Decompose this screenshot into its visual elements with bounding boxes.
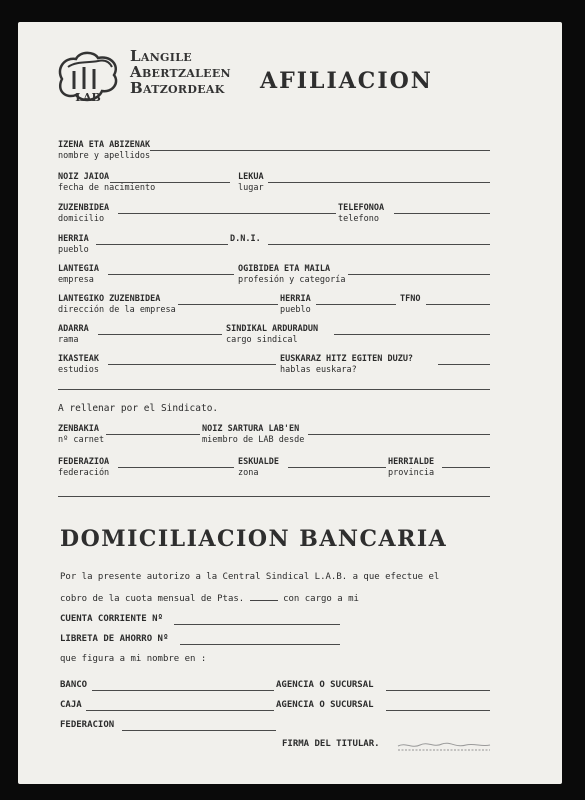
cuota-amount-field[interactable] <box>250 600 278 601</box>
euskaraz-label-eu: EUSKARAZ HITZ EGITEN DUZU? <box>280 354 414 364</box>
noiz-jaioa-label-es: fecha de nacimiento <box>58 183 156 193</box>
herria2-label-es: pueblo <box>280 305 311 315</box>
agencia1-label: AGENCIA O SUCURSAL <box>276 680 374 690</box>
firma-label: FIRMA DEL TITULAR. <box>282 739 380 749</box>
org-line-2: ABERTZALEEN <box>130 63 231 81</box>
signature-scribble <box>396 738 492 752</box>
org-name <box>130 49 231 97</box>
eskualde-label-eu: ESKUALDE <box>238 457 279 467</box>
lekua-label-eu: LEKUA <box>238 172 264 182</box>
lantegia-label-es: empresa <box>58 275 94 285</box>
sindikal-label-eu: SINDIKAL ARDURADUN <box>226 324 319 334</box>
figura-text: que figura a mi nombre en : <box>60 654 207 664</box>
sindikal-field[interactable] <box>334 334 490 335</box>
federazioa-label-es: federación <box>58 468 110 478</box>
herrialde-field[interactable] <box>442 467 490 468</box>
noiz-sartura-label-eu: NOIZ SARTURA LAB'EN <box>202 424 300 434</box>
telefonoa-label-es: telefono <box>338 214 379 224</box>
bank-paragraph-line2 <box>60 594 359 604</box>
ogibidea-field[interactable] <box>348 274 490 275</box>
herria-field[interactable] <box>96 244 228 245</box>
zuzenbidea-label-eu: ZUZENBIDEA <box>58 203 110 213</box>
agencia2-field[interactable] <box>386 710 490 711</box>
herria-label-es: pueblo <box>58 245 89 255</box>
herria-label-eu: HERRIA <box>58 234 89 244</box>
federazioa-field[interactable] <box>118 467 234 468</box>
ogibidea-label-es: profesión y categoría <box>238 275 346 285</box>
zenbakia-label-eu: ZENBAKIA <box>58 424 99 434</box>
caja-field[interactable] <box>86 710 274 711</box>
herria2-field[interactable] <box>316 304 396 305</box>
lantegiko-label-eu: LANTEGIKO ZUZENBIDEA <box>58 294 161 304</box>
herria2-label-eu: HERRIA <box>280 294 311 304</box>
logo-text: LAB <box>75 91 101 104</box>
federacion-label: FEDERACION <box>60 720 115 730</box>
cuenta-label: CUENTA CORRIENTE Nº <box>60 614 163 624</box>
lekua-field[interactable] <box>268 182 490 183</box>
federacion-field[interactable] <box>122 730 276 731</box>
ikasteak-label-eu: IKASTEAK <box>58 354 99 364</box>
bank-paragraph-line1: Por la presente autorizo a la Central Sindical L.A.B. a que efectue el <box>60 572 440 582</box>
dni-field[interactable] <box>268 244 490 245</box>
org-line-3: BATZORDEAK <box>130 79 225 97</box>
form-sheet <box>18 22 562 784</box>
eskualde-field[interactable] <box>288 467 386 468</box>
tfno-field[interactable] <box>426 304 490 305</box>
section-divider <box>58 389 490 390</box>
form-title: AFILIACION <box>260 68 433 94</box>
lantegia-field[interactable] <box>108 274 234 275</box>
sindikal-label-es: cargo sindical <box>226 335 298 345</box>
ikasteak-label-es: estudios <box>58 365 99 375</box>
lantegia-label-eu: LANTEGIA <box>58 264 99 274</box>
adarra-field[interactable] <box>98 334 222 335</box>
herrialde-label-eu: HERRIALDE <box>388 457 435 467</box>
lab-logo <box>54 49 122 109</box>
noiz-sartura-label-es: miembro de LAB desde <box>202 435 305 445</box>
euskaraz-field[interactable] <box>438 364 490 365</box>
noiz-jaioa-label-eu: NOIZ JAIOA <box>58 172 110 182</box>
caja-label: CAJA <box>60 700 82 710</box>
agencia1-field[interactable] <box>386 690 490 691</box>
bank-paragraph-line2b: con cargo a mi <box>283 594 359 604</box>
noiz-sartura-field[interactable] <box>308 434 490 435</box>
zenbakia-label-es: nº carnet <box>58 435 105 445</box>
izena-label-eu: IZENA ETA ABIZENAK <box>58 140 151 150</box>
izena-label-es: nombre y apellidos <box>58 151 151 161</box>
agencia2-label: AGENCIA O SUCURSAL <box>276 700 374 710</box>
sindicato-heading: A rellenar por el Sindicato. <box>58 403 219 414</box>
adarra-label-eu: ADARRA <box>58 324 89 334</box>
libreta-field[interactable] <box>180 644 340 645</box>
banco-label: BANCO <box>60 680 88 690</box>
banco-field[interactable] <box>92 690 274 691</box>
lantegiko-label-es: dirección de la empresa <box>58 305 176 315</box>
org-line-1: LANGILE <box>130 47 192 65</box>
zuzenbidea-label-es: domicilio <box>58 214 105 224</box>
lekua-label-es: lugar <box>238 183 264 193</box>
zenbakia-field[interactable] <box>106 434 200 435</box>
telefonoa-label-eu: TELEFONOA <box>338 203 385 213</box>
bank-title: DOMICILIACION BANCARIA <box>60 526 448 552</box>
euskaraz-label-es: hablas euskara? <box>280 365 357 375</box>
tfno-label: TFNO <box>400 294 421 304</box>
herrialde-label-es: provincia <box>388 468 435 478</box>
ikasteak-field[interactable] <box>108 364 276 365</box>
federazioa-label-eu: FEDERAZIOA <box>58 457 110 467</box>
ogibidea-label-eu: OGIBIDEA ETA MAILA <box>238 264 331 274</box>
zuzenbidea-field[interactable] <box>118 213 336 214</box>
adarra-label-es: rama <box>58 335 79 345</box>
lantegiko-field[interactable] <box>178 304 278 305</box>
section-divider-2 <box>58 496 490 497</box>
dni-label: D.N.I. <box>230 234 261 244</box>
telefonoa-field[interactable] <box>394 213 490 214</box>
eskualde-label-es: zona <box>238 468 259 478</box>
libreta-label: LIBRETA DE AHORRO Nº <box>60 634 169 644</box>
bank-paragraph-line2a: cobro de la cuota mensual de Ptas. <box>60 594 245 604</box>
izena-field[interactable] <box>150 150 490 151</box>
cuenta-field[interactable] <box>174 624 340 625</box>
